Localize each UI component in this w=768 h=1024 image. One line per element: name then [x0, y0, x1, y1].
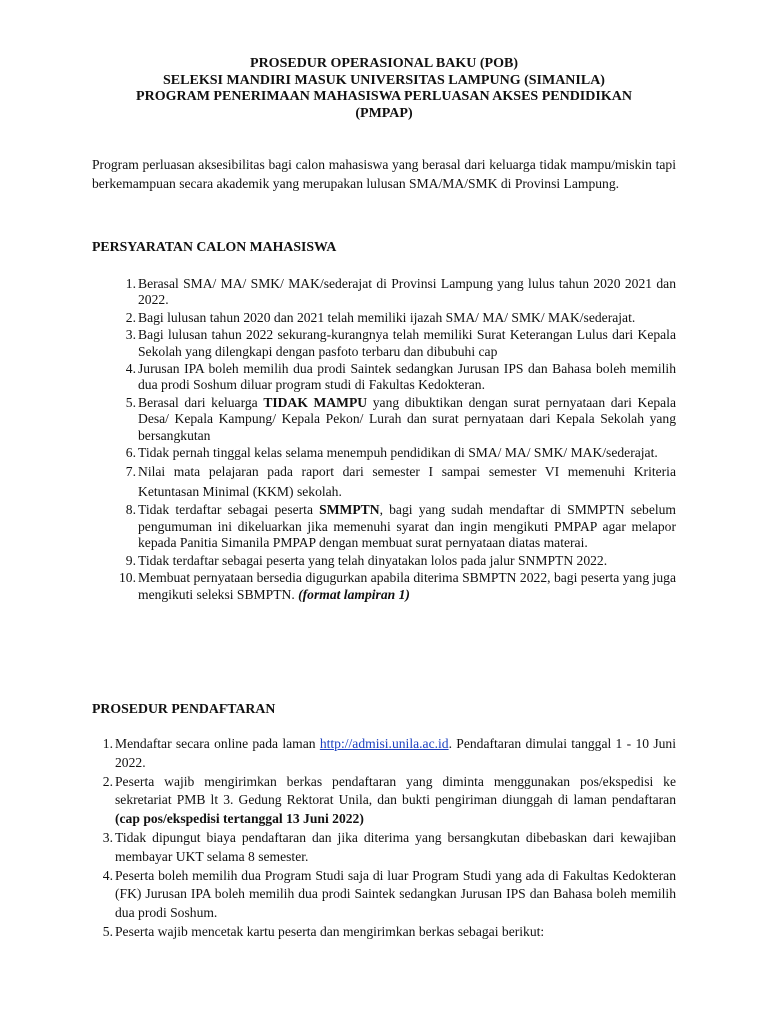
item-text: Tidak pernah tinggal kelas selama menempuh pendidikan di SMA/ MA/ SMK/ MAK/sederajat. [138, 445, 658, 461]
item-text-suffix: . Pendaftaran dimulai tanggal 1 - 10 Juni 2022. [115, 736, 676, 770]
item-number: 5. [102, 923, 113, 939]
item-text-suffix: yang dibuktikan dengan surat pernyataan dari Kepala Desa/ Kepala Kampung/ Kepala Pekon/ Lurah dan surat pernyataan dari Kepala Sekolah yang bersangkutan [138, 394, 677, 443]
list-item [102, 923, 676, 942]
title-line-4: (PMPAP) [355, 105, 413, 121]
list-item [119, 570, 676, 603]
item-number: 3. [125, 327, 136, 343]
requirements-heading: PERSYARATAN CALON MAHASISWA [92, 239, 337, 254]
list-item [102, 735, 676, 773]
item-text-prefix: Membuat pernyataan bersedia digugurkan apabila diterima SBMPTN 2022, bagi peserta yang juga mengikuti seleksi SBMPTN. [138, 570, 676, 602]
list-item [125, 309, 676, 326]
requirements-list [119, 276, 677, 604]
item-text-prefix: Berasal dari keluarga [138, 394, 264, 410]
item-number: 7. [125, 464, 136, 480]
item-text-prefix: Mendaftar secara online pada laman [115, 736, 320, 751]
list-item [102, 773, 676, 829]
item-number: 4. [102, 867, 113, 883]
item-number: 8. [125, 502, 136, 518]
item-number: 1. [125, 276, 136, 291]
item-text: Tidak dipungut biaya pendaftaran dan jika diterima yang bersangkutan dibebaskan dari kewajiban membayar UKT selama 8 semester. [115, 829, 676, 864]
item-text-prefix: Tidak terdaftar sebagai peserta [138, 502, 320, 518]
item-number: 2. [102, 773, 113, 789]
item-text: Bagi lulusan tahun 2022 sekurang-kurangnya telah memiliki Surat Keterangan Lulus dari Kepala Sekolah yang dilengkapi dengan pasfoto terbaru dan dibubuhi cap [138, 327, 676, 359]
list-item [125, 361, 676, 394]
procedure-list [102, 735, 676, 942]
item-text: Berasal SMA/ MA/ SMK/ MAK/sederajat di Provinsi Lampung yang lulus tahun 2020 2021 dan 2022. [138, 276, 676, 308]
item-number: 1. [102, 736, 113, 751]
list-item [102, 829, 676, 867]
list-item [125, 276, 676, 309]
document-title [60, 56, 708, 122]
item-number: 10. [119, 570, 136, 586]
list-item [125, 394, 677, 444]
list-item [125, 445, 676, 461]
item-number: 9. [125, 552, 136, 568]
item-text-bold: SMMPTN [319, 502, 380, 518]
title-line-3: PROGRAM PENERIMAAN MAHASISWA PERLUASAN AKSES PENDIDIKAN [136, 89, 632, 104]
item-number: 4. [125, 361, 136, 377]
item-text-bold: TIDAK MAMPU [263, 394, 368, 410]
title-line-1: PROSEDUR OPERASIONAL BAKU (POB) [250, 56, 518, 71]
item-text: Bagi lulusan tahun 2020 dan 2021 telah memiliki ijazah SMA/ MA/ SMK/ MAK/sederajat. [138, 309, 636, 325]
admisi-link[interactable]: http://admisi.unila.ac.id [319, 736, 449, 751]
item-text: Tidak terdaftar sebagai peserta yang telah dinyatakan lolos pada jalur SNMPTN 2022. [138, 552, 608, 568]
list-item [125, 462, 676, 501]
item-text-prefix: Peserta wajib mengirimkan berkas pendaftaran yang diminta menggunakan pos/ekspedisi ke sekretariat PMB lt 3. Gedung Rektorat Unila, dan bukti pengiriman diunggah di laman pendaftaran [115, 773, 676, 808]
item-text: Jurusan IPA boleh memilih dua prodi Saintek sedangkan Jurusan IPS dan Bahasa boleh memilih dua prodi Soshum diluar program studi di Fakultas Kedokteran. [138, 361, 676, 393]
procedure-heading: PROSEDUR PENDAFTARAN [92, 701, 276, 716]
title-line-2: SELEKSI MANDIRI MASUK UNIVERSITAS LAMPUNG (SIMANILA) [163, 72, 605, 88]
item-text: Nilai mata pelajaran pada raport dari semester I sampai semester VI memenuhi Kriteria Ketuntasan Minimal (KKM) sekolah. [138, 464, 676, 499]
item-text: Peserta boleh memilih dua Program Studi saja di luar Program Studi yang ada di Fakultas Kedokteran (FK) Jurusan IPA boleh memilih dua prodi Saintek sedangkan Jurusan IPS dan Bahasa boleh memilih dua prodi Soshum. [115, 867, 676, 921]
item-text-suffix: , bagi yang sudah mendaftar di SMMPTN sebelum pengumuman ini dikeluarkan jika memenuhi syarat dan ingin mengikuti PMPAP agar melapor kepada Panitia Simanila PMPAP dengan membuat surat pernyataan diatas materai. [138, 502, 677, 551]
list-item [125, 502, 677, 551]
item-text: Peserta wajib mencetak kartu peserta dan mengirimkan berkas sebagai berikut: [115, 923, 545, 939]
intro-paragraph: Program perluasan aksesibilitas bagi calon mahasiswa yang berasal dari keluarga tidak mampu/miskin tapi berkemampuan secara akademik yang merupakan lulusan SMA/MA/SMK di Provinsi Lampung. [92, 157, 676, 191]
item-number: 3. [102, 829, 113, 845]
list-item [102, 867, 676, 923]
list-item [125, 327, 676, 360]
item-number: 5. [125, 394, 136, 410]
item-number: 2. [125, 309, 136, 325]
item-text-bold-italic: (format lampiran 1) [298, 586, 410, 602]
item-text-bold: (cap pos/ekspedisi tertanggal 13 Juni 2022) [115, 811, 364, 827]
item-number: 6. [125, 445, 136, 461]
list-item [125, 552, 676, 569]
